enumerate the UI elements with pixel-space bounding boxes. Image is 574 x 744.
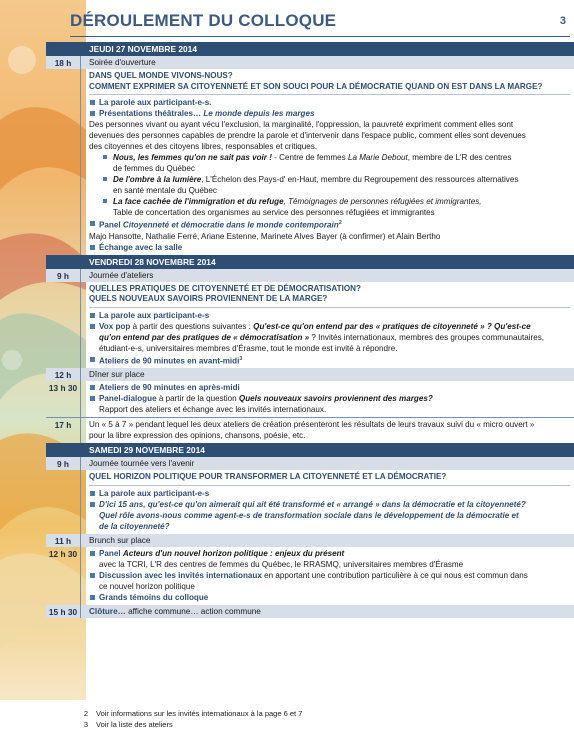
page-title: DÉROULEMENT DU COLLOQUE xyxy=(70,11,337,30)
header-rule xyxy=(70,36,570,37)
time-label: 12 h xyxy=(46,368,80,381)
day1-content: DANS QUEL MONDE VIVONS-NOUS? COMMENT EXPRIMER SA CITOYENNETÉ ET SON SOUCI POUR LA DÉMOCRATIE QUAND ON EST DANS LA MARGE? La parole aux participant-e-s. Présentations théâtrales… Le monde depuis les marges Des personnes vivant ou ayant vécu l'exclusion, la marginalité, l'oppression, la pauvreté expriment comment elles sont devenues des personnes capables de prendre la parole et d'intervenir dans l'espace public, comment elles sont devenues des citoyennes et des citoyens libres, responsables et critiques. Nous, les femmes qu'on ne sait pas voir ! - Centre de femmes La Marie Debout, membre de L'R des centres de femmes du Québec De l'ombre à la lumière, L'Échelon des Pays-d' en-Haut, membre du Regroupement des ressources alternatives en santé mentale du Québec La face cachée de l'immigration et du refuge, Témoignages de personnes réfugiées et immigrantes, Table de concertation des organismes au service des personnes réfugiées et immigrantes Panel Citoyenneté et démocratie dans le monde contemporain$^2$ Majo Hansotte, Nathalie Ferré, Ariane Estenne, Marinete Alves Bayer (à confirmer) et Alain Bertho Échange avec la salle xyxy=(46,69,574,255)
time-label: 13 h 30 xyxy=(48,383,78,394)
slot-title: Soirée d'ouverture xyxy=(80,56,574,69)
slot-13h30: 13 h 30 Ateliers de 90 minutes en après-midi Panel-dialogue à partir de la question Quels nouveaux savoirs proviennent des marges? Rapport des ateliers et échange avec les invités internationaux. xyxy=(46,381,574,417)
list-item: Présentations théâtrales… Le monde depuis les marges xyxy=(89,108,570,119)
slot-11h xyxy=(46,534,574,547)
question: COMMENT EXPRIMER SA CITOYENNETÉ ET SON SOUCI POUR LA DÉMOCRATIE QUAND ON EST DANS LA MARGE? xyxy=(89,81,543,91)
page-number: 3 xyxy=(559,15,566,27)
time-label: 15 h 30 xyxy=(46,605,80,618)
list-item: D'ici 15 ans, qu'est-ce qu'on aimerait qui ait été transformé et « arrangé » dans la démocratie et la citoyenneté? xyxy=(89,499,570,510)
time-label: 17 h xyxy=(54,420,72,431)
slot-15h30 xyxy=(46,605,574,618)
day3-morning: QUEL HORIZON POLITIQUE POUR TRANSFORMER LA CITOYENNETÉ ET LA DÉMOCRATIE? La parole aux participant-e-s D'ici 15 ans, qu'est-ce qu'on aimerait qui ait été transformé et « arrangé » dans la démocratie et la citoyenneté? Quel rôle avons-nous comme agent-e-s de transformation sociale dans le développement de la démocratie et de la citoyenneté? xyxy=(46,470,574,534)
time-label: 9 h xyxy=(46,269,80,282)
list-item: Discussion avec les invités internationaux en apportant une contribution particulière à ce qui nous est commun dans xyxy=(89,570,570,581)
day2-morning: QUELLES PRATIQUES DE CITOYENNETÉ ET DE DÉMOCRATISATION? QUELS NOUVEAUX SAVOIRS PROVIENNENT DE LA MARGE? La parole aux participant-e-s Vox pop à partir des questions suivantes : Qu'est-ce qu'on entend par des « pratiques de citoyenneté » ? Qu'est-ce qu'on entend par des pratiques de « démocratisation » ? Invités internationaux, membres des groupes communautaires, étudiant-e-s, universitaires membres d'Érasme, tout le monde est invité à répondre. Ateliers de 90 minutes en avant-midi$^3$ xyxy=(46,282,574,369)
sub-list-item: La face cachée de l'immigration et du refuge, Témoignages de personnes réfugiées et immigrantes, xyxy=(89,196,570,207)
list-item: Échange avec la salle xyxy=(89,242,570,253)
sub-list-item: De l'ombre à la lumière, L'Échelon des Pays-d' en-Haut, membre du Regroupement des ressources alternatives xyxy=(89,174,570,185)
sub-list-item: Nous, les femmes qu'on ne sait pas voir ! - Centre de femmes La Marie Debout, membre de L'R des centres xyxy=(89,152,570,163)
page-header xyxy=(58,8,574,38)
schedule-table xyxy=(46,42,574,618)
list-item: Ateliers de 90 minutes en après-midi xyxy=(89,382,570,393)
slot-title: Dîner sur place xyxy=(80,368,574,381)
slot-17h: 17 h Un « 5 à 7 » pendant lequel les deux ateliers de création présenteront les résultats de leurs travaux suivi du « micro ouvert » pour la libre expression des opinions, chansons, poésie, etc. xyxy=(46,418,574,443)
list-item: La parole aux participant-e-s. xyxy=(89,97,570,108)
list-item: Grands témoins du colloque xyxy=(89,592,570,603)
day-header-thursday: JEUDI 27 NOVEMBRE 2014 xyxy=(46,42,574,56)
time-label: 11 h xyxy=(46,534,80,547)
slot-title: Journée d'ateliers xyxy=(80,269,574,282)
slot-title: Journée tournée vers l'avenir xyxy=(80,457,574,470)
slot-title: Brunch sur place xyxy=(80,534,574,547)
time-label: 12 h 30 xyxy=(48,548,78,559)
day-header-friday: VENDREDI 28 NOVEMBRE 2014 xyxy=(46,255,574,269)
list-item: Panel Acteurs d'un nouvel horizon politique : enjeux du présent xyxy=(89,548,570,559)
list-item: La parole aux participant-e-s xyxy=(89,488,570,499)
list-item: Vox pop à partir des questions suivantes : Qu'est-ce qu'on entend par des « pratiques de citoyenneté » ? Qu'est-ce xyxy=(89,321,570,332)
footnote: 2 Voir informations sur les invités internationaux à la page 6 et 7 xyxy=(83,709,303,718)
slot-12h xyxy=(46,368,574,381)
day-header-saturday: SAMEDI 29 NOVEMBRE 2014 xyxy=(46,443,574,457)
list-item: Panel-dialogue à partir de la question Quels nouveaux savoirs proviennent des marges? xyxy=(89,393,570,404)
slot-18h xyxy=(46,56,574,69)
footnotes xyxy=(70,708,302,730)
time-label: 9 h xyxy=(46,457,80,470)
slot-9h-saturday xyxy=(46,457,574,470)
slot-12h30: 12 h 30 Panel Acteurs d'un nouvel horizon politique : enjeux du présent avec la TCRI, L'R des centres de femmes du Québec, le RRASMQ, universitaires membres d'Érasme Discussion avec les invités internationaux en apportant une contribution particulière à ce qui nous est commun dans ce nouvel horizon politique Grands témoins du colloque xyxy=(46,547,574,605)
question: DANS QUEL MONDE VIVONS-NOUS? xyxy=(89,71,233,80)
footnote: 3 Voir la liste des ateliers xyxy=(83,720,173,729)
slot-9h xyxy=(46,269,574,282)
list-item: La parole aux participant-e-s xyxy=(89,310,570,321)
time-label: 18 h xyxy=(46,56,80,69)
list-item: Panel Citoyenneté et démocratie dans le monde contemporain$^2$ xyxy=(89,218,570,231)
slot-title: Clôture… affiche commune… action commune xyxy=(80,605,574,618)
list-item: Ateliers de 90 minutes en avant-midi$^3$ xyxy=(89,354,570,367)
